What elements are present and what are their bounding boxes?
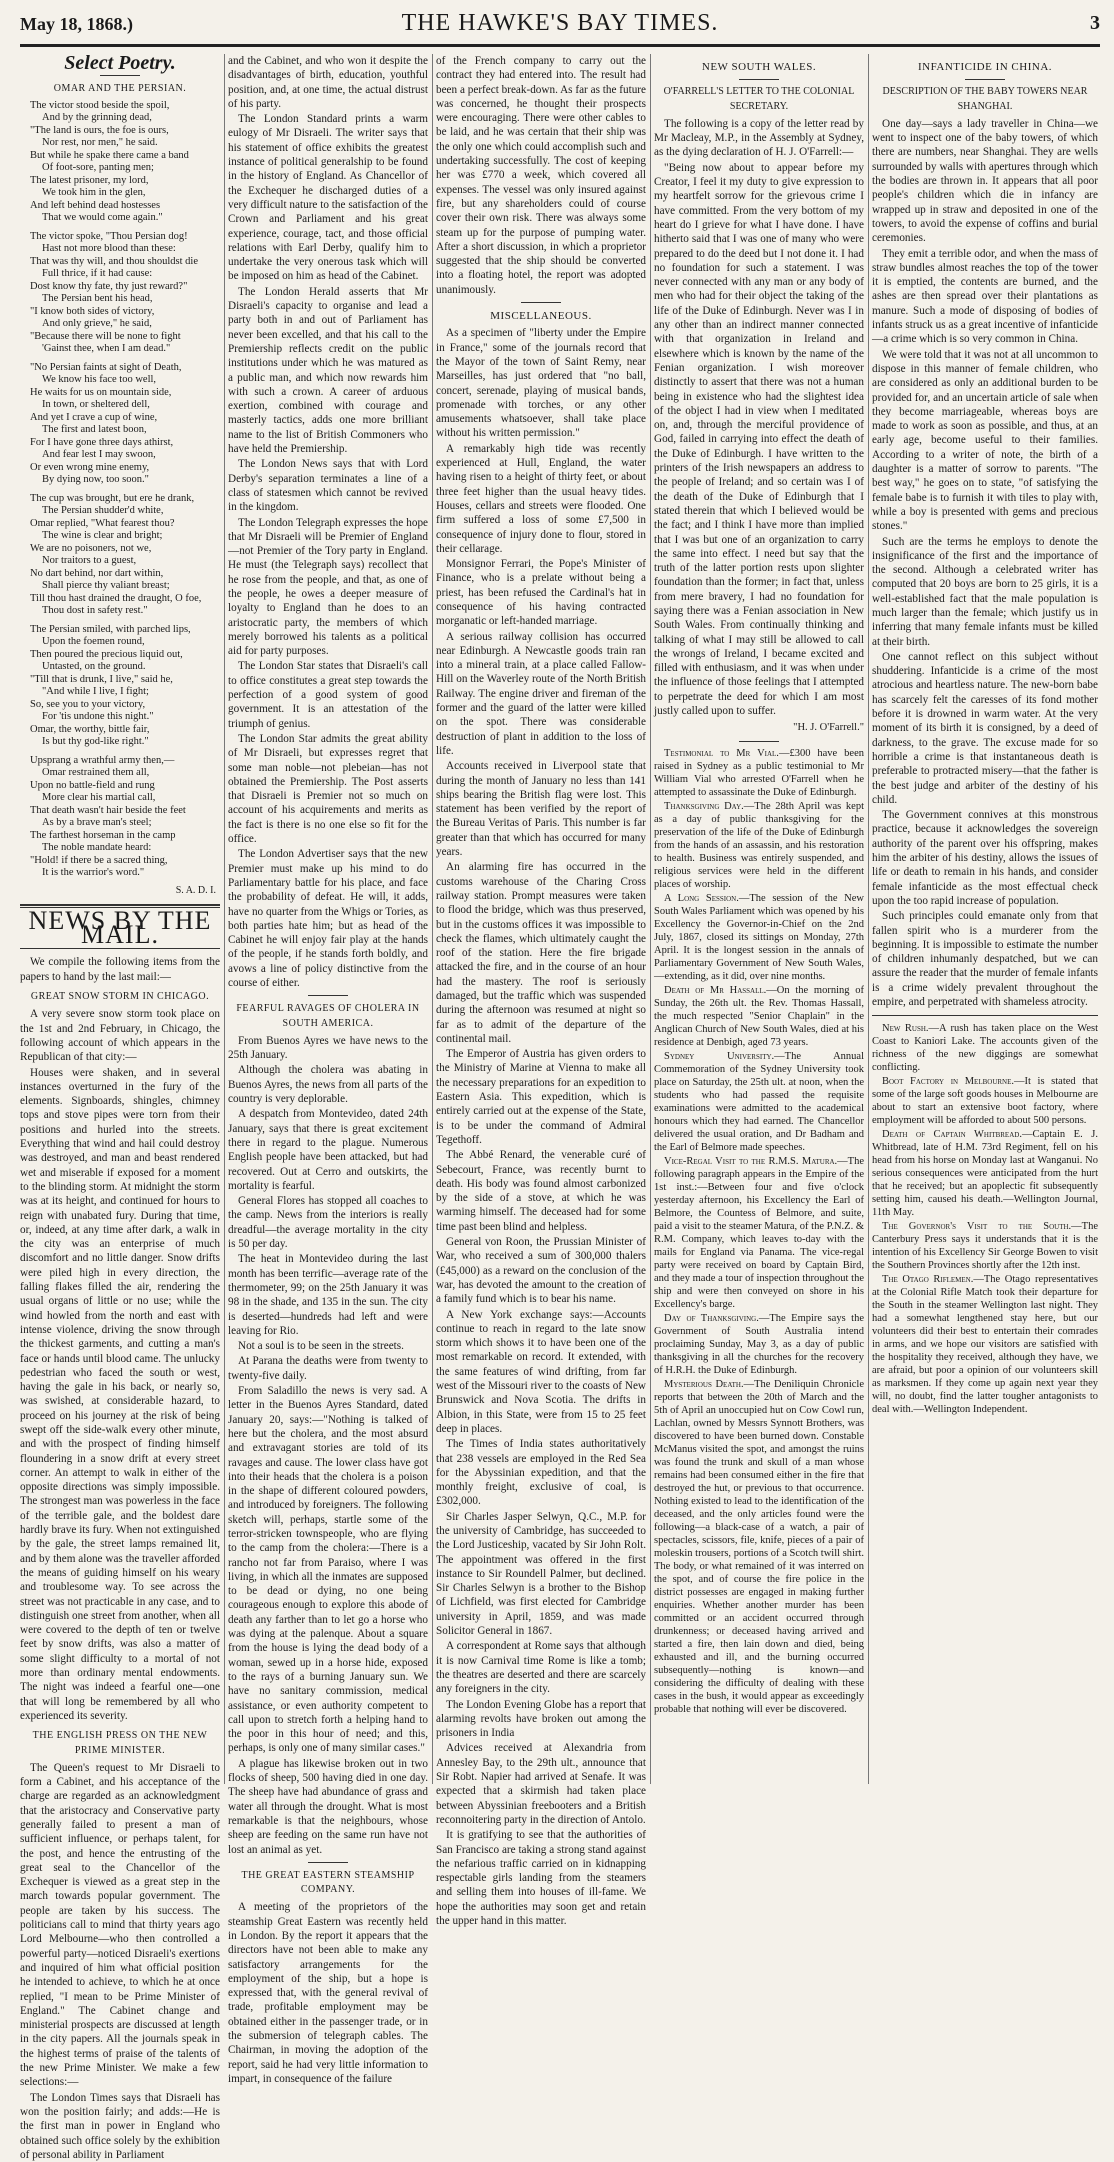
poem-line: The cup was brought, but ere he drank, (30, 492, 195, 504)
paragraph: The London Advertiser says that the new Premier must make up his mind to do Parliamentary battle for his place, and face the probability of defeat. He will, it adds, have no quarter from the Whigs or Tories, as both parties hate him; but as head of the Cabinet he will enjoy fair play at the hands of the people, if he stands forth boldly, and avows a line of policy distinctive from the course of either. (228, 848, 428, 989)
poem-line: The wine is clear and bright; (42, 530, 163, 542)
poem-line: We are no poisoners, not we, (30, 542, 152, 554)
poem-line: Full thrice, if it had cause: (42, 268, 153, 280)
poem-stanza (20, 493, 220, 618)
paragraph: Sir Charles Jasper Selwyn, Q.C., M.P. for the university of Cambridge, has succeeded to the Lord Justiceship, vacated by Sir John Rolt. The appointment was offered in the first instance to Sir Roundell Palmer, but declined. Sir Charles Selwyn is a brother to the Bishop of Lichfield, was first elected for Cambridge university in April, 1859, and was made Solicitor General in 1867. (436, 1510, 646, 1638)
item-lead: Death of Captain Whitbread. (882, 1129, 1022, 1141)
paragraph: A plague has likewise broken out in two flocks of sheep, 500 having died in one day. The sheep have had abundance of grass and water all through the drought. What is most remarkable is that the neighbours, whose sheep are feeding on the same run have not lost an animal as yet. (228, 1757, 428, 1856)
rule (965, 79, 1005, 80)
paragraph: Monsignor Ferrari, the Pope's Minister of Finance, who is a prelate without being a priest, has been refused the Cardinal's hat in consequence of his having contracted morganatic or left-handed marriage. (436, 558, 646, 628)
paragraph: The Emperor of Austria has given orders to the Ministry of Marine at Vienna to make all the necessary preparations for an expedition to Eastern Asia. This expedition, which is entirely carried out at the expense of the State, is to be under the command of Admiral Tegethoff. (436, 1048, 646, 1146)
item-text: —The Canterbury Press says it understands that it is the intention of his Excellency Sir George Bowen to visit the Southern Provinces shortly after the 12th inst. (872, 1221, 1098, 1272)
poem-stanza (20, 755, 220, 880)
paragraph: A correspondent at Rome says that although it is now Carnival time Rome is like a tomb; the theatres are deserted and there are scarcely any foreigners in the city. (436, 1640, 646, 1696)
news-item (872, 1220, 1098, 1272)
paragraph: General von Roon, the Prussian Minister of War, who received a sum of 300,000 thalers (£45,000) as a reward on the conclusion of the war, has devoted the amount to the creation of a family fund which is to bear his name. (436, 1236, 646, 1306)
paragraph: The London Times says that Disraeli has won the position fairly; and adds:—He is the first man in power in England who obtained such office solely by the exhibition of personal ability in Parliament (20, 2091, 220, 2161)
poem-line: He waits for us on mountain side, (30, 386, 172, 398)
item-text: —On the morning of Sunday, the 26th ult. the Rev. Thomas Hassall, the much respected "Senior Chaplain" in the Anglican Church of New South Wales, died at his residence at Denbigh, aged 73 years. (654, 984, 864, 1048)
rule (308, 995, 348, 996)
item-lead: Boot Factory in Melbourne. (882, 1076, 1015, 1088)
poem-line: And yet I crave a cup of wine, (30, 411, 158, 423)
poem-line: In town, or sheltered dell, (42, 399, 150, 411)
item-lead: Vice-Regal Visit to the R.M.S. Matura. (664, 1155, 838, 1167)
poem-line: The first and latest boon, (42, 424, 147, 436)
poem-line: That was thy will, and thou shouldst die (30, 255, 198, 267)
poem-stanza (20, 100, 220, 225)
item-lead: Thanksgiving Day. (664, 800, 744, 812)
article-heading: GREAT SNOW STORM IN CHICAGO. (30, 991, 210, 1003)
article-heading: THE GREAT EASTERN STEAMSHIP COMPANY. (241, 1869, 415, 1896)
poem-line: Nor traitors to a guest, (42, 555, 137, 567)
paragraph: Such are the terms he employs to denote the insignificance of the first and the importance of the second. Although a celebrated writer has computed that 20 boys are born to 25 girls, it is a well-established fact that the male population is much larger than the female; which justify us in inferring that many female infants must be killed at their birth. (872, 535, 1098, 648)
poem-line: Is but thy god-like right." (42, 736, 149, 748)
paragraph: A New York exchange says:—Accounts continue to reach in regard to the late snow storm which shows it to have been one of the most remarkable on record. It extended, with the same features of wind drifting, from far west of the Missouri river to the coasts of New Brunswick and Nova Scotia. The drifts in Albion, in this State, were from 15 to 25 feet deep in places. (436, 1308, 646, 1435)
newspaper-title: THE HAWKE'S BAY TIMES. (401, 10, 719, 36)
poem-line: No dart behind, nor dart within, (30, 567, 164, 579)
poem-line: Or even wrong mine enemy, (30, 461, 150, 473)
masthead (20, 8, 1100, 48)
paragraph: At Parana the deaths were from twenty to twenty-five daily. (228, 1355, 428, 1382)
item-text: —The 28th April was kept as a day of public thanksgiving for the preservation of the life of the Duke of Edinburgh from the hands of an assassin, and his restoration to health. Business was entirely suspended, and religious services were held in the different places of worship. (654, 800, 865, 890)
poem-line: For I have gone three days athirst, (30, 436, 174, 448)
poem-line: Of foot-sore, panting men; (42, 162, 154, 174)
paragraph: We compile the following items from the papers to hand by the last mail:— (20, 956, 220, 983)
poem-line: Till thou hast drained the draught, O foe, (30, 592, 202, 604)
rule (872, 1015, 1098, 1016)
article-subheading: O'FARRELL'S LETTER TO THE COLONIAL SECRETARY. (663, 86, 855, 112)
paragraph: A serious railway collision has occurred near Edinburgh. A Newcastle goods train ran into a mineral train, at a place called Fallow-Hill on the Waverley route of the North British Railway. The engine driver and fireman of the former and the guard of the latter were killed on the spot. There was considerable destruction of plant in addition to the loss of life. (436, 630, 646, 757)
poem-line: "The land is ours, the foe is ours, (30, 124, 169, 136)
poem-line: More clear his martial call, (42, 792, 156, 804)
item-text: —The Empire says the Government of South Australia intend proclaiming Sunday, May 3, as a day of public thanksgiving in all the churches for the recovery of H.R.H. the Duke of Edinburgh. (654, 1312, 864, 1376)
paragraph: Such principles could emanate only from that fallen spirit who is a murderer from the beginning. It is impossible to estimate the number of children inhumanly despatched, but we can assure the reader that the murder of female infants is a crime widely prevalent throughout the empire, and perpetrated with shameless atrocity. (872, 910, 1098, 1008)
poem-line: Then poured the precious liquid out, (30, 648, 183, 660)
poem-line: The Persian bent his head, (42, 293, 153, 305)
section-heading: Select Poetry. (64, 52, 176, 74)
item-lead: A Long Session. (664, 892, 739, 904)
paragraph: The London Herald asserts that Mr Disraeli's capacity to organise and lead a party both in and out of Parliament has never been excelled, and that his call to the Premiership reflects credit on the public institutions under which he was matured as a public man, and which now rewards him with such a crown. A career of arduous exertion, combined with courage and masterly tactics, adds one more brilliant name to the list of British Commoners who have held the Premiership. (228, 285, 428, 456)
article-heading: MISCELLANEOUS. (490, 310, 592, 323)
paragraph: and the Cabinet, and who won it despite the disadvantages of birth, education, youthful position, and, at one time, the actual distrust of his party. (228, 55, 428, 110)
news-item (654, 892, 864, 983)
item-lead: Mysterious Death. (664, 1378, 744, 1390)
paragraph: A meeting of the proprietors of the steamship Great Eastern was recently held in London. By the report it appears that the directors have not been able to make any satisfactory arrangements for the employment of the ship, but a hope is expressed that, with the general revival of trade, profitable employment may be obtained either in the passenger trade, or in the submersion of telegraph cables. The Chairman, in moving the adoption of the report, said he had very little information to impart, in consequence of the failure (228, 1901, 428, 2085)
rule (521, 302, 561, 303)
poem-line: By dying now, too soon." (42, 474, 149, 486)
paragraph: The London Star admits the great ability of Mr Disraeli, but expresses regret that some man noble—not plebeian—has not obtained the Premiership. The Post asserts that Disraeli is Premier not so much on account of his acquirements and merits as the fact is there is no one else so fit for the office. (228, 732, 428, 846)
poem-line: And by the grinning dead, (42, 112, 152, 124)
item-lead: Testimonial to Mr Vial. (664, 747, 779, 759)
poem-line: Omar restrained them all, (42, 767, 150, 779)
page-number: 3 (1090, 12, 1100, 34)
item-text: —The following paragraph appears in the Empire of the 1st inst.:—Between four and five o'clock yesterday afternoon, his Excellency the Earl of Belmore, the Countess of Belmore, and suite, paid a visit to the steamer Matura, of the P.N.Z. & R.M. Company, which leaves to-day with the mails for England via Panama. The vice-regal party were received on board by Captain Bird, and they made a tour of inspection throughout the ship and were then conveyed on shore in his Excellency's barge. (654, 1155, 864, 1310)
column-2 (228, 54, 428, 2085)
paragraph: From Buenos Ayres we have news to the 25th January. (228, 1034, 428, 1062)
news-item (654, 800, 864, 891)
paragraph: General Flores has stopped all coaches to the camp. News from the interiors is really dreadful—the average mortality in the city is 50 per day. (228, 1195, 428, 1251)
poem-line: "Because there will be none to fight (30, 330, 181, 342)
item-text: —It is stated that some of the large soft goods houses in Melbourne are about to start an extensive boot factory, where employment will be afforded to about 500 persons. (872, 1076, 1098, 1127)
poem-line: "Till that is drunk, I live," said he, (30, 673, 173, 685)
poem-line: We took him in the glen, (42, 187, 146, 199)
rule (308, 1862, 348, 1863)
paragraph: The London Evening Globe has a report that alarming revolts have broken out among the prisoners in India (436, 1698, 646, 1740)
paragraph: A very severe snow storm took place on the 1st and 2nd February, in Chicago, the following account of which appears in the Republican of that city:— (20, 1008, 220, 1064)
article-heading: NEW SOUTH WALES. (701, 61, 817, 73)
news-item (654, 747, 864, 799)
paragraph: The following is a copy of the letter read by Mr Macleay, M.P., in the Assembly at Sydney, as the dying declaration of H. J. O'Farrell:— (654, 117, 864, 159)
paragraph: They emit a terrible odor, and when the mass of straw bundles almost reaches the top of the tower it is emptied, the contents are burned, and the ashes are then spread over their plantations as manure. Such a mode of disposing of bodies of infants struck us as a great incentive of infanticide—a crime which is so very common in China. (872, 247, 1098, 346)
paragraph: of the French company to carry out the contract they had entered into. The result had been a perfect break-down. As far as the future was concerned, he thought their prospects were encouraging. There were other cables to be laid, and he was certain that their ship was the only one which could accomplish such and undertaking successfully. The cost of keeping her was £770 a week, which covered all expenses. The vessel was only insured against fire, but any shareholders could of course cover their own risk. There was always some steam up for the purpose of pumping water. After a short discussion, in which a proprietor suggested that the ship should be converted into a floating hotel, the report was adopted unanimously. (436, 55, 646, 296)
poem-line: "And while I live, I fight; (42, 686, 149, 698)
poem-line: We know his face too well, (42, 374, 157, 386)
paragraph: A remarkably high tide was recently experienced at Hull, England, the water having risen to a height of thirty feet, or about three feet higher than the usual heavy tides. Houses, cellars and streets were flooded. One firm suffered a loss of some £7,500 in consequence of injury done to flour, stored in their cellarage. (436, 442, 646, 555)
poem-line: Thou dost in safety rest." (42, 605, 148, 617)
poem-stanza (20, 624, 220, 749)
column-3 (436, 54, 646, 1927)
news-item (654, 1312, 864, 1377)
item-lead: Death of Mr Hassall. (664, 984, 767, 996)
poem-line: Upon no battle-field and rung (30, 779, 155, 791)
poem-stanza (20, 362, 220, 487)
item-text: —The session of the New South Wales Parliament which was opened by his Excellency the Governor-in-Chief on the 2nd July, 1867, closed its sittings on Monday, 27th April. It is the longest session in the annals of Parliamentary Government of New South Wales,—extending, as it did, over nine months. (654, 892, 864, 982)
paragraph: The London News says that with Lord Derby's separation terminates a line of a class of statesmen which cannot be revived in the kingdom. (228, 458, 428, 514)
item-text: —£300 have been raised in Sydney as a public testimonial to Mr William Vial who arrested O'Farrell when he attempted to assassinate the Duke of Edinburgh. (654, 747, 864, 798)
letter-signature: "H. J. O'Farrell." (793, 722, 864, 734)
column-rule (432, 54, 433, 1784)
paragraph: A despatch from Montevideo, dated 24th January, says that there is great excitement there in regard to the plague. Numerous English people have been attacked, but had recovered. Out at Cerro and outskirts, the mortality is fearful. (228, 1108, 428, 1192)
item-lead: New Rush. (882, 1023, 929, 1035)
news-item (654, 1050, 864, 1154)
paragraph: The Government connives at this monstrous practice, because it acknowledges the sovereign authority of the parent over his offspring, makes him the arbiter of his destiny, allows the issues of life or death to remain in his hands, and consider female infanticide as the most effectual check upon the too rapid increase of population. (872, 809, 1098, 907)
paragraph: It is gratifying to see that the authorities of San Francisco are taking a strong stand against the nefarious traffic carried on in kidnapping respectable girls landing from the steamers and selling them into houses of ill-fame. We hope the authorities may soon get and retain the upper hand in this matter. (436, 1829, 646, 1927)
poem-line: And fear lest I may swoon, (42, 449, 156, 461)
news-item (654, 1378, 864, 1716)
paragraph: Advices received at Alexandria from Annesley Bay, to the 29th ult., announce that Sir Robt. Napier had arrived at Senafe. It was expected that a skirmish had taken place between Abyssinian freebooters and a British reconnoitering party in the direction of Antolo. (436, 1742, 646, 1826)
masthead-rule (20, 44, 1100, 47)
article-heading: INFANTICIDE IN CHINA. (917, 61, 1053, 73)
poem-line: Dost know thy fate, thy just reward?" (30, 280, 188, 292)
paragraph: The Times of India states authoritatively that 238 vessels are employed in the Red Sea for the Abyssinian expedition, and that the monthly freight, exclusive of coal, is £302,000. (436, 1438, 646, 1508)
paragraph: The London Telegraph expresses the hope that Mr Disraeli will be Premier of England—not Premier of the Tory party in England. He must (the Telegraph says) recollect that he rose from the people, and that, as one of the people, he owes a deeper measure of loyalty to England than he does to an aristocratic party, the members of which merely borrowed his talents as a political aid for party purposes. (228, 516, 428, 658)
poem-line: Shall pierce thy valiant breast; (42, 580, 170, 592)
item-text: —The Otago representatives at the Colonial Rifle Match took their departure for the South in the steamer Wellington last night. They had a somewhat lengthened stay here, but our volunteers did their best to entertain their comrades in arms, and we hope our visitors are satisfied with the hospitality they received, although they have, we are afraid, but poor a opinion of our volunteers skill as marksmen. If they come up again next year they will, no doubt, find the latter tougher antagonists to deal with.—Wellington Independent. (872, 1274, 1098, 1416)
poem-line: That we would come again." (42, 212, 163, 224)
paragraph: The Queen's request to Mr Disraeli to form a Cabinet, and his acceptance of the charge are regarded as an acknowledgment that the aristocracy and Conservative party generally failed to present a man of sufficient influence, or perhaps talent, for the post, and hence the entrusting of the great seal to the Chancellor of the Exchequer is viewed as a great step in the march towards popular government. The people are taken by his success. The politicians call to mind that thirty years ago Lord Melbourne—who then controlled a powerful party—noticed Disraeli's exertions and inquired of him what official position he intended to achieve, to which he at once replied, "I mean to be Prime Minister of England." The Cabinet change and ministerial prospects are discussed at length in the city papers. All the journals speak in the highest terms of praise of the talents of the new Prime Minister. We make a few selections:— (20, 1761, 220, 2089)
poem-line: Upon the foemen round, (42, 636, 145, 648)
paragraph: Accounts received in Liverpool state that during the month of January no less than 141 ships bearing the British flag were lost. This statement has been verified by the report of the Bureau Veritas of Paris. This number is far greater than that which has occurred for many years. (436, 760, 646, 859)
rule (100, 75, 140, 76)
article-heading: FEARFUL RAVAGES OF CHOLERA IN SOUTH AMERICA. (236, 1003, 420, 1029)
paragraph: Not a soul is to be seen in the streets. (238, 1340, 404, 1353)
poem-line: That death wasn't hair beside the feet (30, 804, 186, 816)
poem-line: But while he spake there came a band (30, 149, 189, 161)
column-rule (650, 54, 651, 1784)
news-item (872, 1273, 1098, 1416)
poem-line: The Persian smiled, with parched lips, (30, 623, 191, 635)
poem-stanza (20, 231, 220, 356)
item-text: —A rush has taken place on the West Coast to Kaniori Lake. The accounts given of the richness of the new diggings are somewhat conflicting. (872, 1023, 1098, 1074)
item-text: —The Annual Commemoration of the Sydney University took place on Saturday, the 25th ult. at noon, when the students who had passed the requisite examinations were admitted to the academical honours which they had earned. The Chancellor delivered the usual oration, and Dr Badham and the Earl of Belmore made speeches. (654, 1050, 864, 1153)
news-item (872, 1022, 1098, 1074)
paragraph: From Saladillo the news is very sad. A letter in the Buenos Ayres Standard, dated January 20, says:—"Nothing is talked of here but the cholera, and the most absurd and extravagant stories are told of its ravages and cause. The lower class have got into their heads that the cholera is a poison in the shape of different coloured powders, and introduced by foreigners. The following sketch will, perhaps, startle some of the terror-stricken townspeople, who are flying to the camp from the cholera:—There is a rancho not far from Paraiso, where I was living, in which all the inmates are supposed to be dead or dying, no one being courageous enough to explore this abode of death any farther than to let go a horse who was dying at the palenque. About a square from the house is lying the dead body of a woman, sewed up in a horse hide, exposed to the rays of a burning January sun. We have no sanitary commission, medical assistance, or even authority competent to call upon to stretch forth a helping hand to the poor in this hour of need; and this, perhaps, is only one of many similar cases." (228, 1385, 428, 1755)
paragraph: One day—says a lady traveller in China—we went to inspect one of the baby towers, of which there are numbers, near Shanghai. They are wells surrounded by walls with apertures through which the bodies are thrown in. It appears that all poor people's children which die in infancy are wrapped up in straw and deposited in one of the towers, to avoid the expense of coffins and burial ceremonies. (872, 117, 1098, 245)
poem-line: "I know both sides of victory, (30, 305, 155, 317)
poem-line: Untasted, on the ground. (42, 661, 146, 673)
paragraph: The heat in Montevideo during the last month has been terrific—average rate of the thermometer, 99; on the 25th January it was 98 in the shade, and 135 in the sun. The city is deserted—hundreds had left and were leaving for Rio. (228, 1253, 428, 1337)
poem-signature: S. A. D. I. (175, 884, 216, 896)
paragraph: The London Standard prints a warm eulogy of Mr Disraeli. The writer says that his statement of office exhibits the greatest instance of political generalship to be found in the history of England. As Chancellor of the Exchequer he discharged duties of a very difficult nature to the satisfaction of the Crown and Parliament and his great experience, courage, tact, and those official relations with Earl Derby, qualify him to undertake the very onerous task which will be imposed on him as head of the Cabinet. (228, 113, 428, 283)
paragraph: "Being now about to appear before my Creator, I feel it my duty to give expression to my heartfelt sorrow for the grievous crime I have committed. From the very bottom of my heart do I grieve for what I have done. I have hitherto said that I was one of many who were prepared to do the deed but I not done it. I had no foundation for such a statement. I was never connected with any man or any body of men who had for their object the taking of the life of the Duke of Edinburgh. Never was I in any other than an indirect manner connected with that organization in Ireland and elsewhere which is known by the name of the Fenian organization. I wish moreover distinctly to assert that there was not a human being in existence who had the slightest idea of the object I had in view when I meditated on, and, through the merciful providence of God, failed in carrying into effect the death of the Duke of Edinburgh. I have written to the printers of the Irish newspapers an address to the people of Ireland; and so certain was I of the death of the Duke of Edinburgh that I stated therein that which I believed would be the fact; and I think I have more than implied that I was but one of an organization to carry the same into effect. I need but say that the truth of the latter portion rests upon slighter foundation than the former; in fact that, unless from mere bravery, I had no foundation for saying there was a Fenian association in New South Wales. From continually thinking and talking of what I may still be allowed to call the wrongs of Ireland, I became excited and filled with enthusiasm, and it was when under the influence of those feelings that I attempted to perpetrate the deed for which I am most justly called upon to suffer. (654, 161, 864, 718)
poem-line: The noble mandate heard: (42, 842, 152, 854)
news-item (872, 1075, 1098, 1127)
poem-line: Upsprang a wrathful army then,— (30, 754, 175, 766)
column-1 (20, 52, 220, 2161)
rule (739, 79, 779, 80)
article-subheading: DESCRIPTION OF THE BABY TOWERS NEAR SHANGHAI. (882, 86, 1088, 112)
paragraph: As a specimen of "liberty under the Empire in France," some of the journals record that the Mayor of the town of Saint Remy, near Marseilles, has just ordered that "no ball, concert, serenade, playing of musical bands, promenade with torches, or any other amusements whatsoever, shall take place without his written permission." (436, 327, 646, 440)
poem-line: 'Gainst thee, when I am dead." (42, 343, 171, 355)
poem-line: The victor spoke, "Thou Persian dog! (30, 230, 188, 242)
item-lead: The Otago Riflemen. (882, 1274, 974, 1286)
poem-line: The farthest horseman in the camp (30, 829, 176, 841)
paragraph: The London Star states that Disraeli's call to office constitutes a great step towards the perfection of a good system of good government. It is an attestation of the triumph of genius. (228, 660, 428, 730)
rule (739, 741, 779, 742)
poem-line: Hast not more blood than these: (42, 243, 176, 255)
poem-line: The victor stood beside the spoil, (30, 99, 170, 111)
paragraph: Although the cholera was abating in Buenos Ayres, the news from all parts of the country is very deplorable. (228, 1064, 428, 1106)
poem-line: "No Persian faints at sight of Death, (30, 361, 182, 373)
issue-date: May 18, 1868.) (20, 14, 133, 34)
poem-line: Omar replied, "What fearest thou? (30, 517, 175, 529)
poem-line: The latest prisoner, my lord, (30, 174, 149, 186)
column-4 (654, 54, 864, 1784)
article-heading: THE ENGLISH PRESS ON THE NEW PRIME MINISTER. (32, 1730, 208, 1756)
column-5 (872, 54, 1098, 1784)
paragraph: One cannot reflect on this subject without shuddering. Infanticide is a crime of the most atrocious and heartless nature. The new-born babe has scarcely felt the caresses of its fond mother before it is drowned in warm water. At the very moment of its birth it is consigned, by a deed of darkness, to the grave. The excuse made for so horrible a crime is that instantaneous death is preferable to protracted misery—that the father is the best judge and arbiter of the destiny of his child. (872, 650, 1098, 806)
paragraph: An alarming fire has occurred in the customs warehouse of the Charing Cross railway station. Prompt measures were taken to flood the bridge, which was thus preserved, but in the customs offices it was impossible to check the flames, which ultimately caught the roof of the station. Here the fire brigade attacked the fire, and in the course of an hour had the mastery. The roof is seriously damaged, but the traffic which was suspended during the afternoon was resumed at night so far as to admit of the departure of the continental mail. (436, 861, 646, 1045)
news-item (872, 1128, 1098, 1219)
news-heading: NEWS BY THE MAIL. (28, 905, 212, 950)
item-text: —The Deniliquin Chronicle reports that between the 20th of March and the 5th of April an unoccupied hut on Cow Cowl run, Lachlan, owned by Messrs Synnott Brothers, was discovered to have been burned down. Constable McManus visited the spot, and amongst the ruins was found the trunk and skull of a man whose remains had been consumed either in the fire that destroyed the hut, or previous to that occurrence. Nothing existed to lead to the identification of the deceased, and the only articles found were the following—a black-case of a watch, a pair of spectacles, scissors, file, knife, pieces of a pair of moleskin trousers, portions of a Scotch twill shirt. The body, or what remained of it was interred on the spot, and of course the fire police in the district possesses are engaged in making further enquiries. Whether another murder has been committed or an accident occurred through drunkenness; or deceased having arrived and started a fire, then lain down and died, being exhausted and ill, and the burning occurred subsequently—nothing is known—and considering the difficulty of dealing with these cases in the bush, it would appear as exceedingly probable that nothing will ever be discovered. (654, 1378, 864, 1715)
poem-line: As by a brave man's steel; (42, 817, 152, 829)
column-rule (868, 54, 869, 1784)
paragraph: Houses were shaken, and in several instances overturned in the fury of the elements. Signboards, shingles, chimney tops and stove pipes were torn from their positions and hurled into the streets. Everything that wind and hail could destroy was destroyed, and man and beast rendered wet and miserable if exposed for a moment to the blinding storm. At midnight the storm was at its height, and continued for hours to reign with unabated fury. During that time, or, indeed, at any time after dark, a walk in the city was an enterprise of much discomfort and no little danger. Snow drifts were piled high in every direction, the falling flakes filled the air, rendering the usual organs of little or no use; while the wind howled from the north and east with intense violence, driving the snow through the thickest garments, and cutting a man's face or hands until blood came. The unlucky pedestrian who faced the south or west, having the gale in his back, or nearly so, was swished, at considerable hazard, to proceed on his journey at the risk of being swept off the side-walk every other minute, and with the prospect of finding himself floundering in a snow drift at every street corner. An attempt to walk in either of the opposite directions was simply impossible. The strongest man was powerless in the face of the terrible gale, and the boldest dare hardly brave its fury. When not extinguished by the gale, the street lamps remained lit, and by them alone was the traveller afforded the means of guiding himself on his weary and troublesome way. To see across the street was not practicable in any case, and to distinguish one street from another, when all were covered to the depth of ten or twelve feet by snow drifts, was also a matter of some slight difficulty to a mortal of not more than ordinary mental endowments. The night was indeed a fearful one—one that will long be remembered by all who experienced its severity. (20, 1066, 220, 1722)
item-lead: Sydney University. (664, 1050, 775, 1062)
item-text: —Captain E. J. Whitbread, late of H.M. 73rd Regiment, fell on his head from his horse on Monday last at Wanganui. No serious consequences were anticipated from the hurt that he received; but an apoplectic fit subsequently setting him, caused his death.—Wellington Journal, 11th May. (872, 1129, 1098, 1219)
poem-line: Omar, the worthy, bittle fair, (30, 723, 150, 735)
poem-line: For 'tis undone this night." (42, 711, 154, 723)
column-rule (224, 54, 225, 1784)
poem-line: It is the warrior's word." (42, 867, 145, 879)
news-item (654, 984, 864, 1049)
poem-title: OMAR AND THE PERSIAN. (53, 83, 187, 95)
poem-line: So, see you to your victory, (30, 698, 146, 710)
poem-line: The Persian shudder'd white, (42, 505, 164, 517)
paragraph: We were told that it was not at all uncommon to dispose in this manner of female children, who are considered as only an additional burden to be provided for, and an uncertain article of sale when they become marriageable, whereas boys are made to work as soon as possible, and thus, at an early age, become useful to their families. According to a writer of note, the birth of a daughter is a matter of sorrow to parents. "The best way," he goes on to state, "of satisfying the female babe is to furnish it with tiles to play with, while a boy is presented with gems and precious stones." (872, 348, 1098, 533)
item-lead: The Governor's Visit to the South. (882, 1221, 1072, 1233)
item-lead: Day of Thanksgiving. (664, 1312, 759, 1324)
news-item (654, 1155, 864, 1311)
poem-line: Nor rest, nor men," he said. (42, 137, 158, 149)
poem-line: "Hold! if there be a sacred thing, (30, 854, 168, 866)
poem-line: And left behind dead hostesses (30, 199, 161, 211)
poem-line: And only grieve," he said, (42, 318, 152, 330)
paragraph: The Abbé Renard, the venerable curé of Sebecourt, France, was recently burnt to death. His body was found almost carbonized by the side of a stove, at which he was warming himself. The deceased had for some time past been blind and helpless. (436, 1149, 646, 1233)
